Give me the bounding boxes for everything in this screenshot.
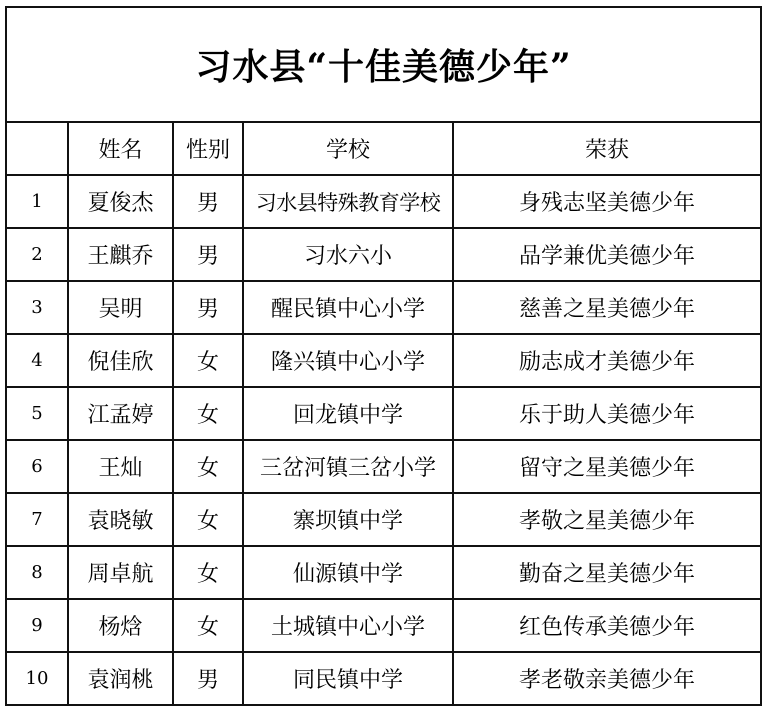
row-gender: 男 — [173, 175, 243, 228]
row-number: 7 — [6, 493, 68, 546]
row-award: 孝敬之星美德少年 — [453, 493, 761, 546]
row-school: 习水六小 — [243, 228, 453, 281]
row-number: 8 — [6, 546, 68, 599]
row-school: 习水县特殊教育学校 — [243, 175, 453, 228]
row-school: 回龙镇中学 — [243, 387, 453, 440]
row-number: 6 — [6, 440, 68, 493]
row-number: 1 — [6, 175, 68, 228]
row-gender: 女 — [173, 546, 243, 599]
table-row — [6, 228, 761, 281]
row-number: 3 — [6, 281, 68, 334]
table-row — [6, 493, 761, 546]
header-gender: 性别 — [173, 122, 243, 175]
table-row — [6, 599, 761, 652]
row-school: 寨坝镇中学 — [243, 493, 453, 546]
row-name: 周卓航 — [68, 546, 173, 599]
row-name: 倪佳欣 — [68, 334, 173, 387]
row-school: 三岔河镇三岔小学 — [243, 440, 453, 493]
header-school: 学校 — [243, 122, 453, 175]
row-award: 勤奋之星美德少年 — [453, 546, 761, 599]
row-name: 袁润桃 — [68, 652, 173, 705]
row-gender: 女 — [173, 599, 243, 652]
header-row — [6, 122, 761, 175]
row-number: 2 — [6, 228, 68, 281]
row-name: 夏俊杰 — [68, 175, 173, 228]
row-school: 醒民镇中心小学 — [243, 281, 453, 334]
row-school: 隆兴镇中心小学 — [243, 334, 453, 387]
row-name: 杨焓 — [68, 599, 173, 652]
row-award: 品学兼优美德少年 — [453, 228, 761, 281]
row-school: 土城镇中心小学 — [243, 599, 453, 652]
row-award: 留守之星美德少年 — [453, 440, 761, 493]
row-school: 同民镇中学 — [243, 652, 453, 705]
table-row — [6, 281, 761, 334]
row-award: 孝老敬亲美德少年 — [453, 652, 761, 705]
row-gender: 女 — [173, 493, 243, 546]
row-name: 袁晓敏 — [68, 493, 173, 546]
row-award: 励志成才美德少年 — [453, 334, 761, 387]
row-gender: 女 — [173, 387, 243, 440]
row-award: 乐于助人美德少年 — [453, 387, 761, 440]
row-name: 江孟婷 — [68, 387, 173, 440]
header-name: 姓名 — [68, 122, 173, 175]
honor-table — [5, 6, 762, 706]
row-name: 王麒乔 — [68, 228, 173, 281]
row-gender: 男 — [173, 281, 243, 334]
table-row — [6, 652, 761, 705]
row-gender: 女 — [173, 440, 243, 493]
table-row — [6, 175, 761, 228]
row-name: 吴明 — [68, 281, 173, 334]
row-number: 10 — [6, 652, 68, 705]
row-award: 慈善之星美德少年 — [453, 281, 761, 334]
row-name: 王灿 — [68, 440, 173, 493]
row-award: 身残志坚美德少年 — [453, 175, 761, 228]
table-row — [6, 440, 761, 493]
header-index — [6, 122, 68, 175]
row-number: 5 — [6, 387, 68, 440]
title-row — [6, 7, 761, 122]
table-row — [6, 546, 761, 599]
row-gender: 男 — [173, 652, 243, 705]
row-number: 9 — [6, 599, 68, 652]
table-row — [6, 387, 761, 440]
row-school: 仙源镇中学 — [243, 546, 453, 599]
row-gender: 女 — [173, 334, 243, 387]
table-row — [6, 334, 761, 387]
table-title: 习水县“十佳美德少年” — [6, 7, 761, 122]
row-award: 红色传承美德少年 — [453, 599, 761, 652]
row-gender: 男 — [173, 228, 243, 281]
header-award: 荣获 — [453, 122, 761, 175]
row-number: 4 — [6, 334, 68, 387]
